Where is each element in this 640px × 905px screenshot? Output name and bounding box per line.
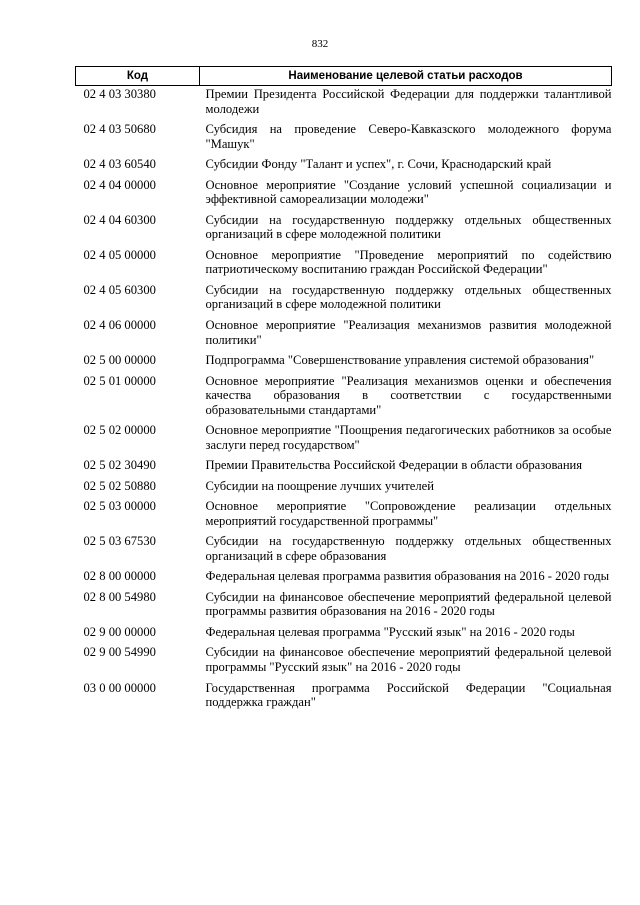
row-name: Субсидии на финансовое обеспечение мероприятий федеральной целевой программы "Русский язык" на 2016 - 2020 годы <box>205 645 612 675</box>
row-code: 03 0 00 00000 <box>83 680 156 695</box>
table-row <box>76 590 612 625</box>
row-name: Федеральная целевая программа "Русский язык" на 2016 - 2020 годы <box>205 624 575 639</box>
row-code: 02 5 02 30490 <box>83 458 156 473</box>
table-row <box>76 499 612 534</box>
page-number: 832 <box>311 38 329 50</box>
table-row <box>76 374 612 424</box>
table-row <box>76 645 612 680</box>
row-code: 02 9 00 54990 <box>83 645 156 660</box>
table-row <box>76 458 612 478</box>
row-name: Субсидии на финансовое обеспечение мероприятий федеральной целевой программы развития образования на 2016 - 2020 годы <box>205 589 612 619</box>
row-name: Подпрограмма "Совершенствование управления системой образования" <box>205 353 595 368</box>
row-name: Субсидии на поощрение лучших учителей <box>205 478 434 493</box>
header-name: Наименование целевой статьи расходов <box>200 67 612 86</box>
row-code: 02 4 03 60540 <box>83 157 156 172</box>
row-name: Основное мероприятие "Сопровождение реализации отдельных мероприятий государственной программы" <box>205 499 612 528</box>
row-name: Субсидия на проведение Северо-Кавказского молодежного форума "Машук" <box>205 122 612 151</box>
row-code: 02 5 01 00000 <box>83 373 156 388</box>
row-name: Субсидии Фонду "Талант и успех", г. Сочи, Краснодарский край <box>205 157 552 172</box>
row-name: Государственная программа Российской Федерации "Социальная поддержка граждан" <box>205 680 612 710</box>
table-row <box>76 213 612 248</box>
row-code: 02 5 03 00000 <box>83 499 156 514</box>
table-row <box>76 178 612 213</box>
table-row <box>76 86 612 123</box>
row-name: Основное мероприятие "Реализация механизмов развития молодежной политики" <box>205 317 612 347</box>
row-name: Федеральная целевая программа развития образования на 2016 - 2020 годы <box>205 569 610 584</box>
table-row <box>76 479 612 499</box>
table-row <box>76 122 612 157</box>
row-code: 02 4 05 00000 <box>83 247 156 262</box>
row-code: 02 5 03 67530 <box>83 534 156 549</box>
row-name: Премии Правительства Российской Федерации в области образования <box>205 458 583 473</box>
row-code: 02 4 03 50680 <box>83 122 156 137</box>
row-code: 02 4 06 00000 <box>83 317 156 332</box>
table-row <box>76 423 612 458</box>
row-code: 02 4 04 00000 <box>83 177 156 192</box>
row-code: 02 5 00 00000 <box>83 353 156 368</box>
table-row <box>76 625 612 645</box>
row-code: 02 4 05 60300 <box>83 282 156 297</box>
row-code: 02 8 00 00000 <box>83 569 156 584</box>
table-row <box>76 157 612 177</box>
row-name: Субсидии на государственную поддержку отдельных общественных организаций в сфере молодежной политики <box>205 282 612 312</box>
header-code: Код <box>76 67 200 86</box>
row-code: 02 5 02 00000 <box>83 423 156 438</box>
table-row <box>76 283 612 318</box>
table-header-row <box>76 67 612 86</box>
row-code: 02 4 04 60300 <box>83 212 156 227</box>
row-name: Основное мероприятие "Реализация механизмов оценки и обеспечения качества образования в соответствии с государственными образовательными стандартами" <box>205 373 612 417</box>
row-code: 02 8 00 54980 <box>83 589 156 604</box>
table-row <box>76 534 612 569</box>
row-code: 02 5 02 50880 <box>83 478 156 493</box>
row-name: Основное мероприятие "Создание условий успешной социализации и эффективной самореализации молодежи" <box>205 177 612 207</box>
table-row <box>76 353 612 373</box>
row-code: 02 9 00 00000 <box>83 624 156 639</box>
row-code: 02 4 03 30380 <box>83 87 156 101</box>
table-row <box>76 248 612 283</box>
row-name: Субсидии на государственную поддержку отдельных общественных организаций в сфере образования <box>205 534 612 563</box>
row-name: Субсидии на государственную поддержку отдельных общественных организаций в сфере молодежной политики <box>205 212 612 242</box>
row-name: Основное мероприятие "Поощрения педагогических работников за особые заслуги перед государством" <box>205 423 612 452</box>
table-row <box>76 318 612 353</box>
budget-table <box>75 66 612 716</box>
row-name: Премии Президента Российской Федерации для поддержки талантливой молодежи <box>205 87 612 116</box>
row-name: Основное мероприятие "Проведение мероприятий по содействию патриотическому воспитанию граждан Российской Федерации" <box>205 247 612 277</box>
table-row <box>76 681 612 716</box>
table-row <box>76 569 612 589</box>
